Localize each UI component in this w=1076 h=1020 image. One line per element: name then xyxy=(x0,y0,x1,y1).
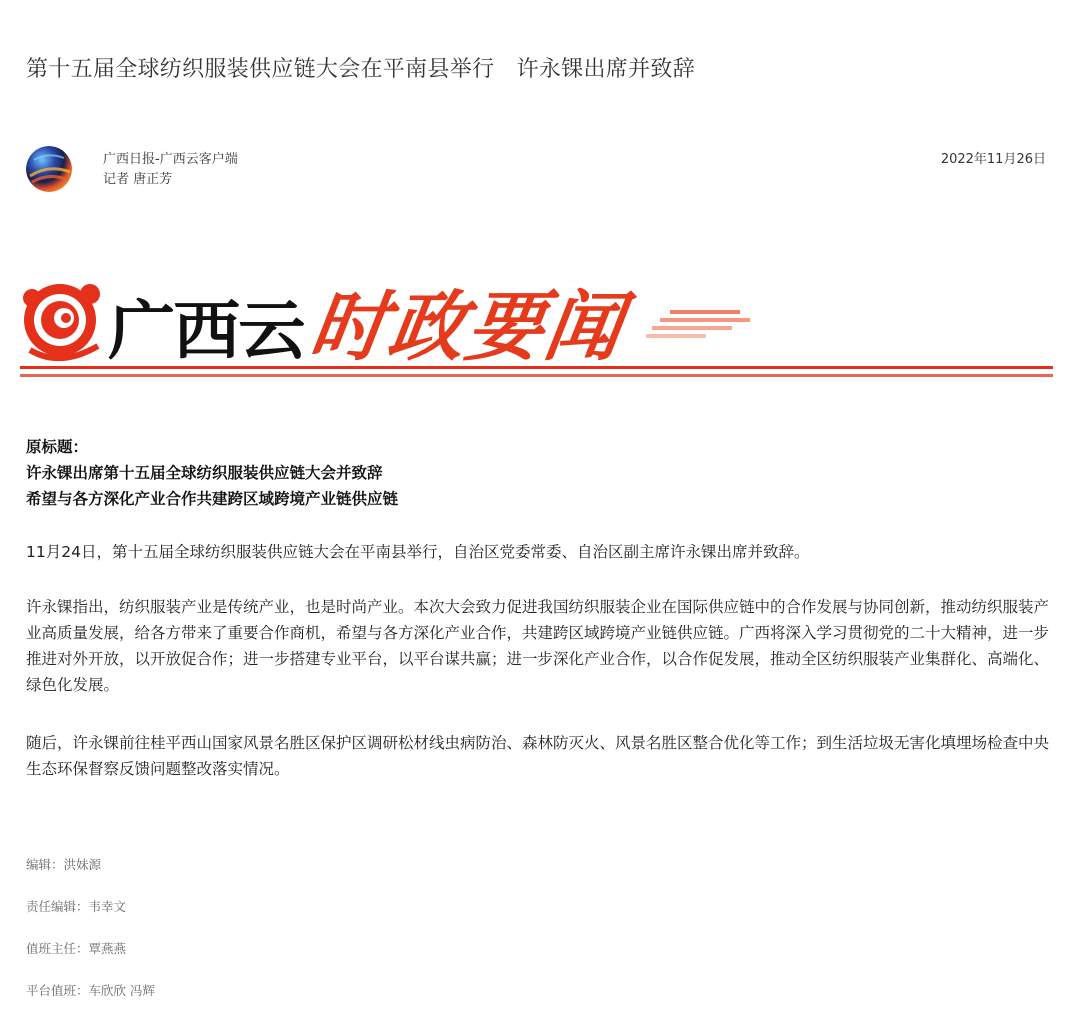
publisher-avatar[interactable] xyxy=(26,146,72,192)
speed-lines xyxy=(646,310,750,338)
original-title-line1: 许永锞出席第十五届全球纺织服装供应链大会并致辞 xyxy=(26,464,383,482)
original-title-label: 原标题： xyxy=(26,438,89,456)
footer-duty-director: 值班主任：覃燕燕 xyxy=(26,941,127,956)
original-title-block xyxy=(26,434,398,512)
article-date: 2022年11月26日 xyxy=(940,152,1046,167)
section-banner xyxy=(20,258,1053,384)
article-reporter: 记者 唐正芳 xyxy=(103,172,173,187)
article-source: 广西日报-广西云客户端 xyxy=(103,152,238,167)
footer-chief-editor: 责任编辑：韦幸文 xyxy=(26,899,127,914)
article-title: 第十五届全球纺织服装供应链大会在平南县举行 许永锞出席并致辞 xyxy=(26,57,696,82)
original-title-line2: 希望与各方深化产业合作共建跨区域跨境产业链供应链 xyxy=(26,490,399,508)
body-paragraph-3: 随后，许永锞前往桂平西山国家风景名胜区保护区调研松材线虫病防治、森林防灭火、风景名胜区整合优化等工作；到生活垃圾无害化填埋场检查中央生态环保督察反馈问题整改落实情况。 xyxy=(26,734,1050,778)
cloud-logo-icon xyxy=(23,284,100,358)
footer-platform-duty: 平台值班：车欣欣 冯辉 xyxy=(26,983,155,998)
banner-slogan-text: 时政要闻 xyxy=(304,282,630,371)
footer-editor: 编辑：洪妹源 xyxy=(26,857,102,872)
body-paragraph-1: 11月24日，第十五届全球纺织服装供应链大会在平南县举行，自治区党委常委、自治区副主席许永锞出席并致辞。 xyxy=(26,543,810,561)
banner-brand-text: 广西云 xyxy=(108,295,304,369)
body-paragraph-2: 许永锞指出，纺织服装产业是传统产业，也是时尚产业。本次大会致力促进我国纺织服装企业在国际供应链中的合作发展与协同创新，推动纺织服装产业高质量发展，给各方带来了重要合作商机，希望与各方深化产业合作，共建跨区域跨境产业链供应链。广西将深入学习贯彻党的二十大精神，进一步推进对外开放，以开放促合作；进一步搭建专业平台，以平台谋共赢；进一步深化产业合作，以合作促发展，推动全区纺织服装产业集群化、高端化、绿色化发展。 xyxy=(26,598,1050,694)
